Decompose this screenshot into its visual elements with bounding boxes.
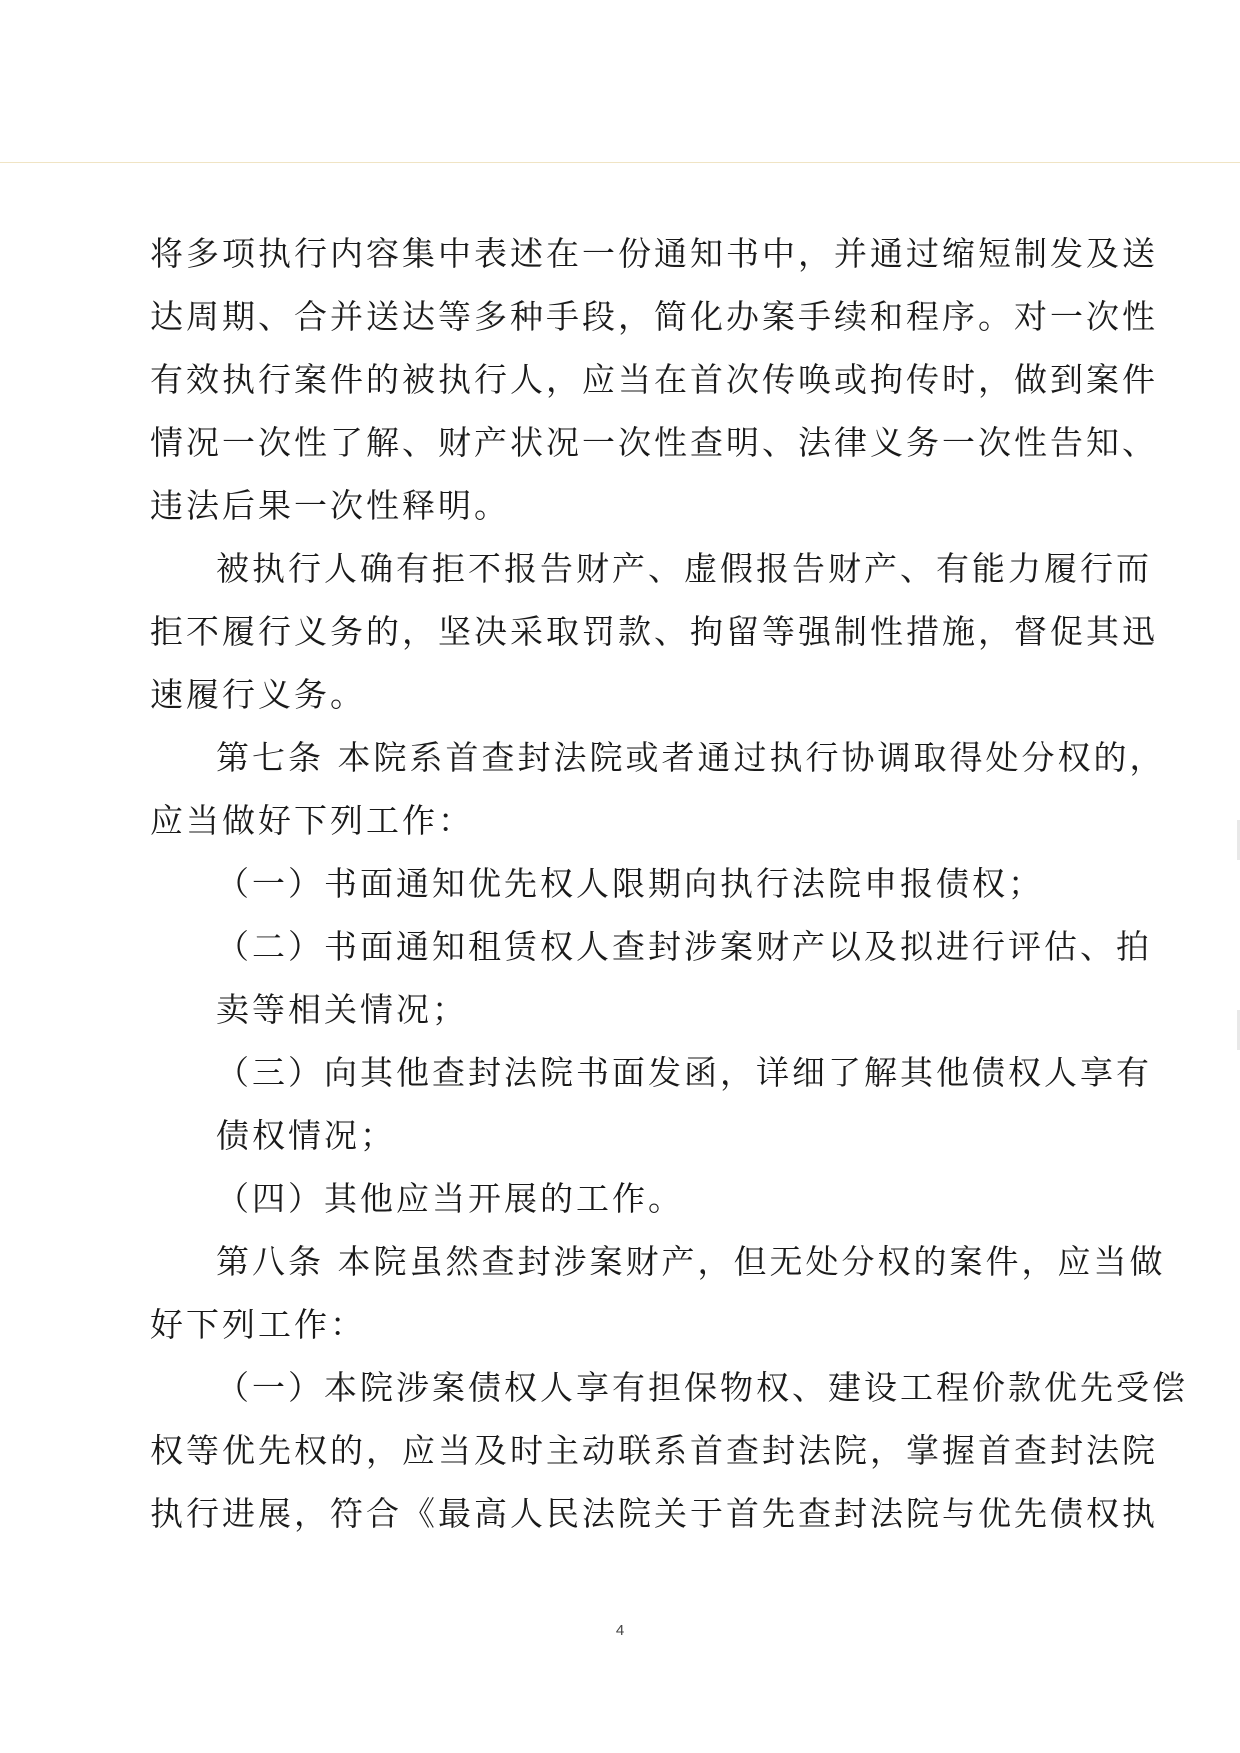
text-line: 权等优先权的，应当及时主动联系首查封法院，掌握首查封法院 bbox=[150, 1431, 1158, 1470]
article-8-heading: 第八条 本院虽然查封涉案财产，但无处分权的案件，应当做 bbox=[216, 1242, 1166, 1281]
text-line: 违法后果一次性释明。 bbox=[150, 486, 510, 525]
text-line: 情况一次性了解、财产状况一次性查明、法律义务一次性告知、 bbox=[150, 423, 1158, 462]
list-item: （二）书面通知租赁权人查封涉案财产以及拟进行评估、拍 bbox=[216, 927, 1152, 966]
list-item: （一）书面通知优先权人限期向执行法院申报债权； bbox=[216, 864, 1044, 903]
text-line: 拒不履行义务的，坚决采取罚款、拘留等强制性措施，督促其迅 bbox=[150, 612, 1158, 651]
text-line: 有效执行案件的被执行人，应当在首次传唤或拘传时，做到案件 bbox=[150, 360, 1158, 399]
list-item: （三）向其他查封法院书面发函，详细了解其他债权人享有 bbox=[216, 1053, 1152, 1092]
text-line: 执行进展，符合《最高人民法院关于首先查封法院与优先债权执 bbox=[150, 1494, 1158, 1533]
list-item: （一）本院涉案债权人享有担保物权、建设工程价款优先受偿 bbox=[216, 1368, 1188, 1407]
list-item-continuation: 债权情况； bbox=[216, 1116, 396, 1155]
header-rule bbox=[0, 162, 1240, 163]
text-line: 好下列工作： bbox=[150, 1305, 366, 1344]
list-item: （四）其他应当开展的工作。 bbox=[216, 1179, 684, 1218]
article-7-heading: 第七条 本院系首查封法院或者通过执行协调取得处分权的， bbox=[216, 738, 1166, 777]
text-line: 速履行义务。 bbox=[150, 675, 366, 714]
text-line: 达周期、合并送达等多种手段，简化办案手续和程序。对一次性 bbox=[150, 297, 1158, 336]
page-number: 4 bbox=[615, 1622, 625, 1639]
text-line: 被执行人确有拒不报告财产、虚假报告财产、有能力履行而 bbox=[216, 549, 1152, 588]
document-body bbox=[150, 222, 1188, 1545]
text-line: 将多项执行内容集中表述在一份通知书中，并通过缩短制发及送 bbox=[150, 234, 1158, 273]
list-item-continuation: 卖等相关情况； bbox=[216, 990, 468, 1029]
text-line: 应当做好下列工作： bbox=[150, 801, 474, 840]
